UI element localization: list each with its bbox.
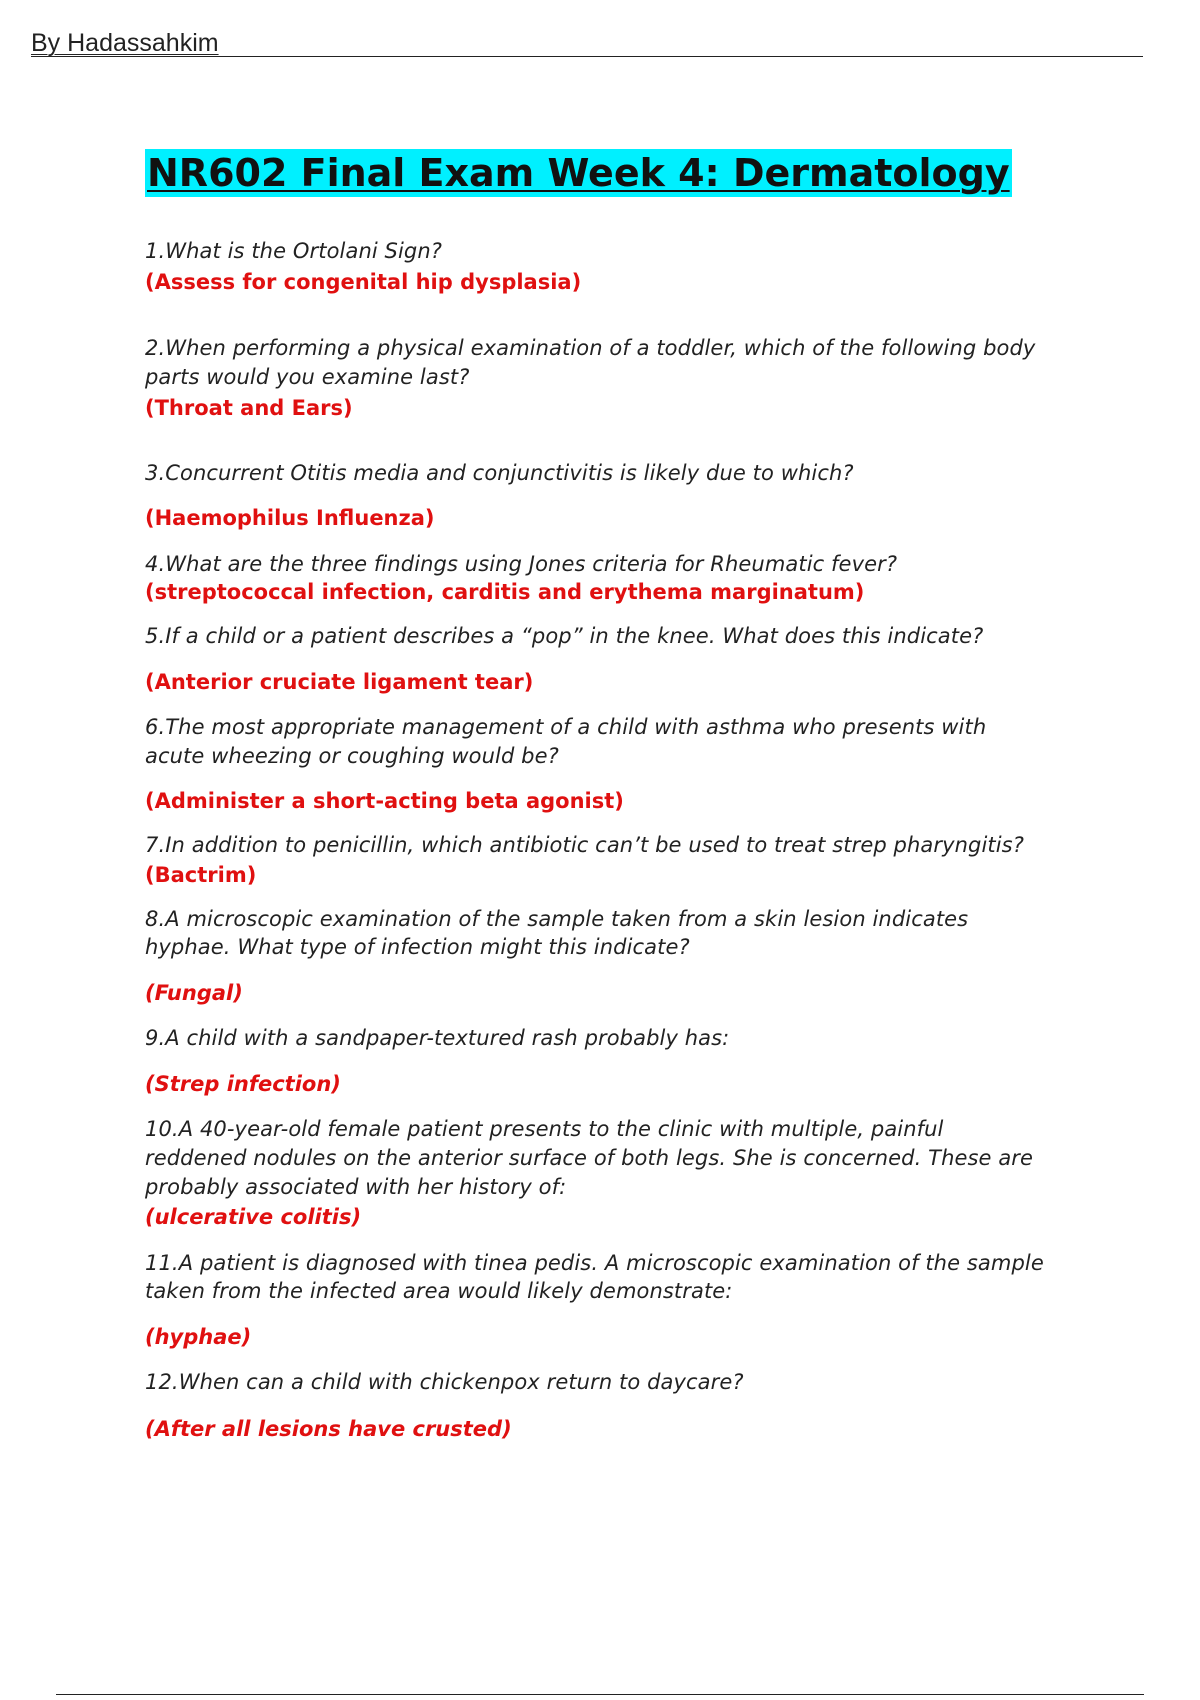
- question-10-text-line-2: reddened nodules on the anterior surface of both legs. She is concerned. These are: [145, 1146, 1034, 1170]
- answer-8: (Fungal): [145, 981, 243, 1005]
- question-2-text-line-2: parts would you examine last?: [145, 365, 470, 389]
- question-7-text: 7.In addition to penicillin, which antibiotic can’t be used to treat strep pharyngitis?: [145, 833, 1024, 857]
- page-header: [31, 28, 1143, 57]
- answer-1: (Assess for congenital hip dysplasia): [145, 270, 582, 294]
- answer-2: (Throat and Ears): [145, 396, 353, 420]
- answer-12: (After all lesions have crusted): [145, 1417, 512, 1441]
- answer-11: (hyphae): [145, 1325, 252, 1349]
- answer-9: (Strep infection): [145, 1072, 341, 1096]
- author-credit: By Hadassahkim: [31, 29, 219, 57]
- footer-divider: [56, 1694, 1144, 1695]
- question-5-text: 5.If a child or a patient describes a “pop” in the knee. What does this indicate?: [145, 624, 984, 648]
- answer-7: (Bactrim): [145, 863, 257, 887]
- question-6-text-line-2: acute wheezing or coughing would be?: [145, 744, 559, 768]
- question-10-text: 10.A 40-year-old female patient presents to the clinic with multiple, painful: [145, 1117, 944, 1141]
- question-3-text: 3.Concurrent Otitis media and conjunctivitis is likely due to which?: [145, 461, 854, 485]
- question-11-text-line-2: taken from the infected area would likely demonstrate:: [145, 1279, 733, 1303]
- answer-3: (Haemophilus Influenza): [145, 506, 435, 530]
- question-2-text: 2.When performing a physical examination of a toddler, which of the following body: [145, 336, 1036, 360]
- page-title: NR602 Final Exam Week 4: Dermatology: [147, 151, 1010, 195]
- question-8-text-line-2: hyphae. What type of infection might this indicate?: [145, 935, 690, 959]
- question-1-text: 1.What is the Ortolani Sign?: [145, 239, 443, 263]
- question-9-text: 9.A child with a sandpaper-textured rash probably has:: [145, 1026, 730, 1050]
- answer-6: (Administer a short-acting beta agonist): [145, 789, 624, 813]
- question-11-text: 11.A patient is diagnosed with tinea pedis. A microscopic examination of the sample: [145, 1251, 1044, 1275]
- question-4-text: 4.What are the three findings using Jones criteria for Rheumatic fever?: [145, 552, 898, 576]
- answer-4: (streptococcal infection, carditis and erythema marginatum): [145, 580, 865, 604]
- question-8-text: 8.A microscopic examination of the sample taken from a skin lesion indicates: [145, 907, 969, 931]
- question-6-text: 6.The most appropriate management of a child with asthma who presents with: [145, 715, 987, 739]
- answer-10: (ulcerative colitis): [145, 1205, 362, 1229]
- question-12-text: 12.When can a child with chickenpox return to daycare?: [145, 1370, 744, 1394]
- answer-5: (Anterior cruciate ligament tear): [145, 670, 534, 694]
- question-10-text-line-3: probably associated with her history of:: [145, 1175, 567, 1199]
